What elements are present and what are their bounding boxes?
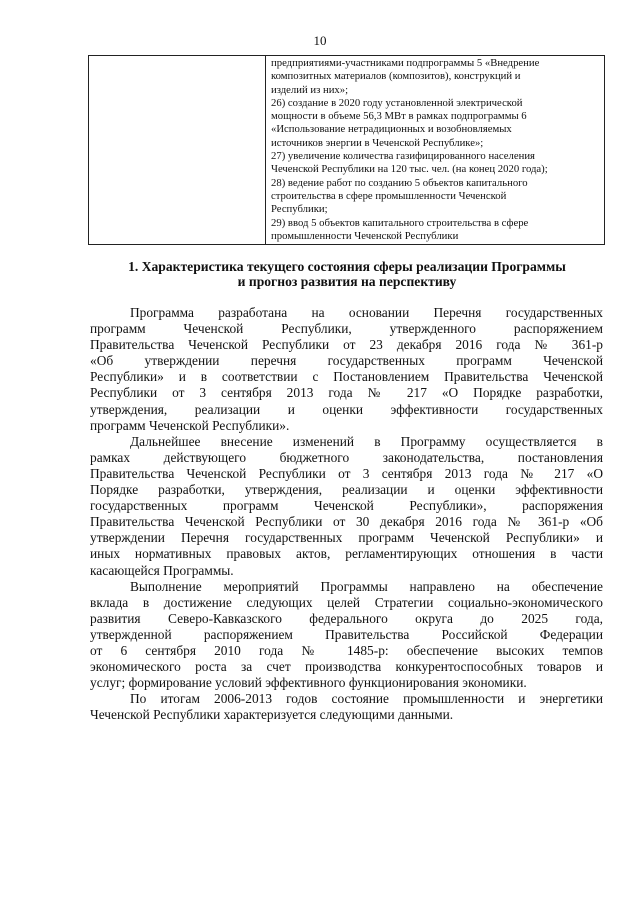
table-line: мощности в объеме 56,3 МВт в рамках подпрограммы 6 bbox=[271, 110, 527, 123]
table-cell-text bbox=[266, 56, 605, 245]
section-heading-line: и прогноз развития на перспективу bbox=[237, 274, 457, 289]
paragraph-line: Правительства Чеченской Республики от 23 декабря 2016 года № 361-р bbox=[90, 337, 603, 353]
paragraph-line: утверждения, реализации и оценки эффективности государственных bbox=[90, 401, 603, 417]
table-line: композитных материалов (композитов), конструкций и bbox=[271, 70, 521, 83]
section-heading-line: 1. Характеристика текущего состояния сферы реализации Программы bbox=[128, 259, 566, 274]
paragraph-line: Чеченской Республики характеризуется следующими данными. bbox=[90, 707, 454, 723]
paragraph-line: утвержденной распоряжением Правительства Российской Федерации bbox=[90, 626, 603, 642]
table-line: 27) увеличение количества газифицированного населения bbox=[271, 150, 535, 163]
paragraph-line: Республики» и в соответствии с Постановлением Правительства Чеченской bbox=[90, 369, 603, 385]
paragraph-line: экономического роста за счет производства конкурентоспособных товаров и bbox=[90, 659, 603, 675]
paragraph-line: вклада в достижение следующих целей Стратегии социально-экономического bbox=[90, 594, 603, 610]
paragraph-line: рамках действующего бюджетного законодательства, постановления bbox=[90, 449, 603, 465]
continued-table bbox=[88, 55, 605, 245]
table-line: Республики; bbox=[271, 203, 328, 216]
paragraph-line: от 6 сентября 2010 года № 1485-р: обеспечение высоких темпов bbox=[90, 642, 603, 658]
table-line: «Использование нетрадиционных и возобновляемых bbox=[271, 123, 512, 136]
paragraph-line: Дальнейшее внесение изменений в Программу осуществляется в bbox=[130, 433, 603, 449]
table-cell-empty bbox=[89, 56, 266, 245]
body-text bbox=[90, 305, 603, 723]
paragraph-line: развития Северо-Кавказского федерального округа до 2025 года, bbox=[90, 610, 603, 626]
table-line: 26) создание в 2020 году установленной электрической bbox=[271, 96, 523, 109]
section-heading bbox=[80, 259, 614, 289]
page-number: 10 bbox=[313, 33, 327, 48]
paragraph-line: «Об утверждении перечня государственных программ Чеченской bbox=[90, 353, 603, 369]
paragraph-line: программ Чеченской Республики». bbox=[90, 417, 290, 433]
paragraph-line: Выполнение мероприятий Программы направлено на обеспечение bbox=[130, 578, 603, 594]
paragraph-line: услуг; формирование условий эффективного функционирования экономики. bbox=[90, 675, 527, 691]
paragraph-line: Республики от 3 сентября 2013 года № 217 «О Порядке разработки, bbox=[90, 385, 603, 401]
paragraph-line: Правительства Чеченской Республики от 30 декабря 2016 года № 361-р «Об bbox=[90, 514, 603, 530]
paragraph-line: программ Чеченской Республики, утвержденного распоряжением bbox=[90, 321, 603, 337]
paragraph-line: касающейся Программы. bbox=[90, 562, 234, 578]
table-line: строительства в сфере промышленности Чеченской bbox=[271, 189, 507, 202]
paragraph-line: Правительства Чеченской Республики от 3 сентября 2013 года № 217 «О bbox=[90, 465, 603, 481]
table-line: источников энергии в Чеченской Республике»; bbox=[271, 136, 484, 149]
table-line: 29) ввод 5 объектов капитального строительства в сфере bbox=[271, 216, 529, 229]
paragraph-line: иных нормативных правовых актов, регламентирующих отношения в части bbox=[90, 546, 603, 562]
table-row bbox=[89, 56, 605, 245]
table-line: предприятиями-участниками подпрограммы 5 «Внедрение bbox=[271, 57, 540, 69]
table-line: 28) ведение работ по созданию 5 объектов капитального bbox=[271, 176, 528, 189]
paragraph-line: По итогам 2006-2013 годов состояние промышленности и энергетики bbox=[130, 691, 603, 707]
table-line: Чеченской Республики на 120 тыс. чел. (на конец 2020 года); bbox=[271, 163, 548, 176]
paragraph-line: утверждении Перечня государственных программ Чеченской Республики» и bbox=[90, 530, 603, 546]
table-line: промышленности Чеченской Республики bbox=[271, 229, 459, 242]
paragraph-line: государственных программ Чеченской Республики», распоряжения bbox=[90, 498, 603, 514]
table-line: изделий из них»; bbox=[271, 83, 349, 96]
paragraph-line: Программа разработана на основании Перечня государственных bbox=[130, 305, 603, 320]
paragraph-line: Порядке разработки, утверждения, реализации и оценки эффективности bbox=[90, 482, 603, 498]
